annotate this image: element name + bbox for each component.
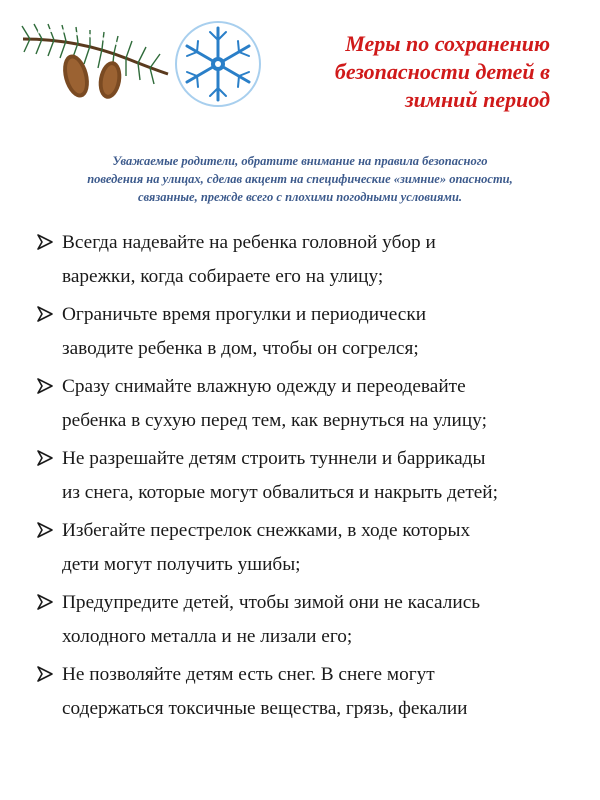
- rule-line: заводите ребенка в дом, чтобы он согрелся;: [62, 338, 419, 359]
- rule-text: [62, 658, 467, 726]
- pine-cone-icon: [59, 52, 124, 101]
- rule-line: варежки, когда собираете его на улицу;: [62, 266, 384, 287]
- arrow-bullet-icon: [28, 370, 62, 395]
- rule-line: содержаться токсичные вещества, грязь, фекалии: [62, 698, 468, 719]
- rule-text: [62, 442, 498, 510]
- rules-list: [28, 226, 573, 730]
- rule-line: Всегда надевайте на ребенка головной убор и: [62, 232, 436, 253]
- arrow-bullet-icon: [28, 226, 62, 251]
- pine-branch-icon: [22, 24, 168, 84]
- page-title: [230, 30, 550, 114]
- title-line: Меры по сохранению: [345, 31, 550, 56]
- rule-line: дети могут получить ушибы;: [62, 554, 301, 575]
- arrow-bullet-icon: [28, 514, 62, 539]
- rule-line: из снега, которые могут обвалиться и накрыть детей;: [62, 482, 498, 503]
- arrow-bullet-icon: [28, 658, 62, 683]
- rule-line: Избегайте перестрелок снежками, в ходе которых: [62, 520, 471, 541]
- arrow-bullet-icon: [28, 298, 62, 323]
- rule-line: Не позволяйте детям есть снег. В снеге могут: [62, 664, 435, 685]
- list-item: [28, 514, 573, 582]
- list-item: [28, 298, 573, 366]
- rule-text: [62, 226, 436, 294]
- rule-line: Предупредите детей, чтобы зимой они не касались: [62, 592, 481, 613]
- rule-text: [62, 370, 487, 438]
- rule-line: Не разрешайте детям строить туннели и баррикады: [62, 448, 486, 469]
- rule-line: Ограничьте время прогулки и периодически: [62, 304, 427, 325]
- intro-line: поведения на улицах, сделав акцент на специфические «зимние» опасности,: [87, 172, 513, 186]
- title-line: зимний период: [405, 87, 550, 112]
- list-item: [28, 442, 573, 510]
- rule-line: холодного металла и не лизали его;: [62, 626, 353, 647]
- list-item: [28, 658, 573, 726]
- arrow-bullet-icon: [28, 442, 62, 467]
- list-item: [28, 226, 573, 294]
- arrow-bullet-icon: [28, 586, 62, 611]
- rule-line: ребенка в сухую перед тем, как вернуться на улицу;: [62, 410, 487, 431]
- rule-line: Сразу снимайте влажную одежду и переодевайте: [62, 376, 466, 397]
- intro-line: Уважаемые родители, обратите внимание на правила безопасного: [112, 154, 488, 168]
- intro-text: [40, 152, 560, 206]
- rule-text: [62, 586, 480, 654]
- intro-line: связанные, прежде всего с плохими погодными условиями.: [137, 190, 463, 204]
- list-item: [28, 370, 573, 438]
- title-line: безопасности детей в: [334, 59, 550, 84]
- rule-text: [62, 298, 426, 366]
- rule-text: [62, 514, 470, 582]
- list-item: [28, 586, 573, 654]
